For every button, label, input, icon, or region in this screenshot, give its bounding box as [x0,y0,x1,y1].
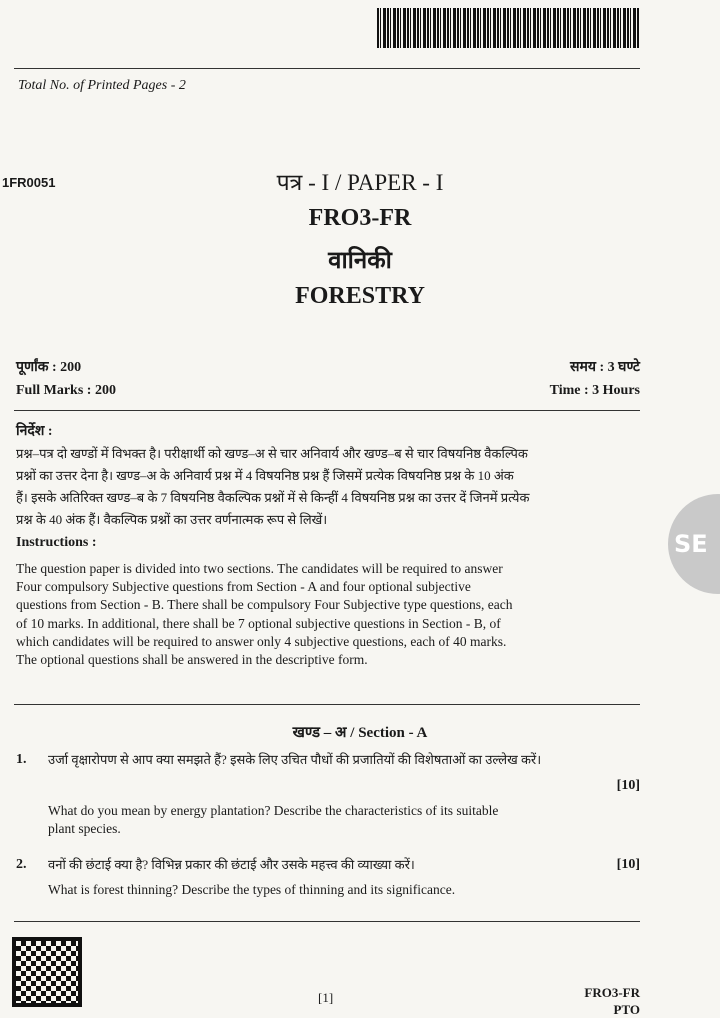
divider [14,410,640,411]
footer-code: FRO3-FR [584,985,640,1000]
time-hindi: समय : 3 घण्टे [570,360,640,375]
barcode [377,8,639,48]
question-hindi: उर्जा वृक्षारोपण से आप क्या समझते हैं? इसके लिए उचित पौधों की प्रजातियों की विशेषताओं का उल्लेख करें। [48,752,542,767]
instruction-line: questions from Section - B. There shall be compulsory Four Subjective type questions, each [16,597,513,613]
question-line: What do you mean by energy plantation? Describe the characteristics of its suitable [48,803,499,818]
section-heading: खण्ड – अ / Section - A [292,725,428,741]
instruction-line: प्रश्नों का उत्तर देना है। खण्ड–अ के अनिवार्य प्रश्न में 4 विषयनिष्ठ प्रश्न हैं जिसमें प्रत्येक विषयनिष्ठ प्रश्न के 10 अंक [16,468,514,483]
instructions-hindi [16,443,656,531]
question-line: What is forest thinning? Describe the types of thinning and its significance. [48,882,456,897]
subject-hindi: वानिकी [328,246,392,274]
instruction-line: प्रश्न के 40 अंक हैं। वैकल्पिक प्रश्नों का उत्तर वर्णनात्मक रूप से लिखें। [16,512,328,527]
subject-code: FRO3-FR [308,205,412,231]
question-marks: [10] [616,857,640,872]
instructions-heading-hindi: निर्देश : [16,424,53,439]
instructions-english [16,560,656,669]
question-number: 2. [16,857,27,872]
time-english: Time : 3 Hours [549,383,640,398]
divider [14,704,640,705]
divider [14,921,640,922]
paper-title: पत्र - I / PAPER - I [276,170,444,195]
stamp-text: SE [674,530,708,558]
instruction-line: which candidates will be required to answer only 4 subjective questions, each of 40 marks. [16,633,507,649]
question-line: plant species. [48,821,121,837]
question-english [48,802,648,838]
stamp [668,494,720,594]
instruction-line: प्रश्न–पत्र दो खण्डों में विभक्त है। परीक्षार्थी को खण्ड–अ से चार अनिवार्य और खण्ड–ब से चार विषयनिष्ठ वैकल्पिक [16,446,528,461]
instruction-line: of 10 marks. In additional, there shall be 7 optional subjective questions in Section - B, of [16,615,501,631]
instruction-line: हैं। इसके अतिरिक्त खण्ड–ब के 7 विषयनिष्ठ वैकल्पिक प्रश्नों में से किन्हीं 4 विषयनिष्ठ प्रश्न का उत्तर दें जिनमें प्रत्येक [16,490,530,505]
question-english [48,881,648,899]
instruction-line: The optional questions shall be answered in the descriptive form. [16,652,368,668]
total-pages: Total No. of Printed Pages - 2 [18,78,186,93]
divider [14,68,640,69]
paper-code: 1FR0051 [2,175,56,190]
instruction-line: Four compulsory Subjective questions from Section - A and four optional subjective [16,579,471,595]
subject-english: FORESTRY [295,283,425,309]
pto: PTO [613,1002,640,1017]
full-marks-english: Full Marks : 200 [16,383,116,398]
question-number: 1. [16,752,27,767]
page-number: [1] [318,990,334,1005]
full-marks-hindi: पूर्णांक : 200 [16,360,82,375]
question-hindi: वनों की छंटाई क्या है? विभिन्न प्रकार की छंटाई और उसके महत्त्व की व्याख्या करें। [48,857,415,872]
instruction-line: The question paper is divided into two sections. The candidates will be required to answer [16,561,503,576]
qr-code [12,937,82,1007]
instructions-heading-english: Instructions : [16,535,97,550]
question-marks: [10] [616,778,640,793]
